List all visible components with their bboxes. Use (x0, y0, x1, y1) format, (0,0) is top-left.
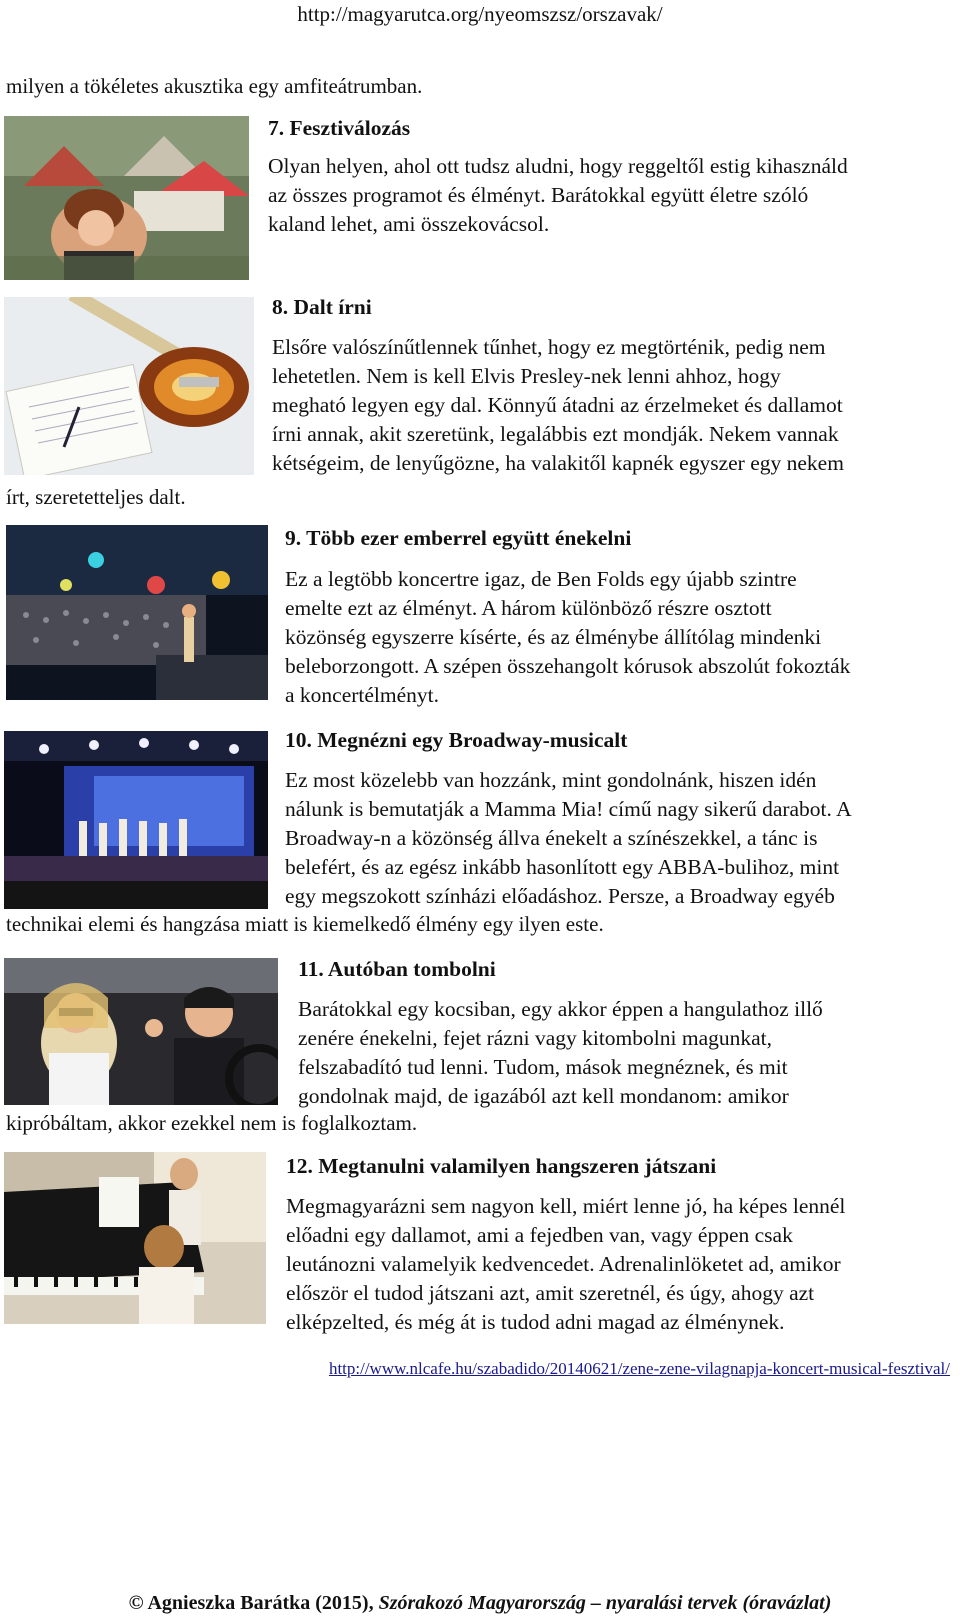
piano-lesson-photo-icon (4, 1152, 266, 1324)
section-11-line: zenére énekelni, fejet rázni vagy kitombolni magunkat, (298, 1026, 773, 1050)
section-11-line: felszabadító tud lenni. Tudom, mások megnéznek, és mit (298, 1055, 788, 1079)
section-9-line: a koncertélményt. (285, 683, 440, 707)
festival-photo-icon (4, 116, 249, 280)
section-8-line: kétségeim, de lenyűgözne, ha valakitől kapnék egyszer egy nekem (272, 451, 844, 475)
section-11-line: gondolnak majd, de igazából azt kell mondanom: amikor (298, 1084, 789, 1108)
section-10-line: belefért, és az egész inkább hasonlított egy ABBA-bulihoz, mint (285, 855, 840, 879)
header-url: http://magyarutca.org/nyeomszsz/orszavak/ (297, 2, 663, 26)
section-10-heading: 10. Megnézni egy Broadway-musicalt (285, 728, 628, 752)
guitar-notebook-photo-icon (4, 297, 254, 475)
section-8-line: írni annak, akit szeretünk, legalábbis ezt mondják. Nekem vannak (272, 422, 839, 446)
section-7-line: kaland lehet, ami összekovácsol. (268, 212, 550, 236)
section-7-line: Olyan helyen, ahol ott tudsz aludni, hogy reggeltől estig kihasználd (268, 154, 848, 178)
section-8-line: Elsőre valószínűtlennek tűnhet, hogy ez megtörténik, pedig nem (272, 335, 826, 359)
section-11-body (298, 995, 953, 1111)
section-12-body (286, 1192, 953, 1337)
section-8-tail: írt, szeretetteljes dalt. (6, 485, 186, 509)
broadway-stage-photo-icon (4, 731, 268, 909)
section-10-line: Broadway-n a közönség állva énekelt a színészekkel, a tánc is (285, 826, 818, 850)
section-8-line: lehetetlen. Nem is kell Elvis Presley-nek lenni ahhoz, hogy (272, 364, 781, 388)
footer-author: © Agnieszka Barátka (2015), (128, 1592, 374, 1614)
section-8-heading: 8. Dalt írni (272, 295, 372, 319)
footer-title: Szórakozó Magyarország – nyaralási tervek (óravázlat) (378, 1592, 832, 1614)
section-11-tail: kipróbáltam, akkor ezekkel nem is foglalkoztam. (6, 1111, 418, 1135)
intro-line: milyen a tökéletes akusztika egy amfiteátrumban. (6, 74, 423, 98)
source-link[interactable]: http://www.nlcafe.hu/szabadido/20140621/zene-zene-vilagnapja-koncert-musical-fesztival/ (328, 1359, 950, 1378)
section-9-body (285, 565, 953, 710)
section-12-line: előadni egy dallamot, ami a fejedben van, vagy éppen csak (286, 1223, 793, 1247)
section-9-line: Ez a legtöbb koncertre igaz, de Ben Folds egy újabb szintre (285, 567, 797, 591)
section-12-heading: 12. Megtanulni valamilyen hangszeren játszani (286, 1154, 717, 1178)
section-12-line: leutánozni valamelyik kedvencedet. Adrenalinlöketet ad, amikor (286, 1252, 841, 1276)
footer-citation (0, 1590, 960, 1616)
section-9-line: közönség egyszerre kísérte, és az élménybe állítólag mindenki (285, 625, 822, 649)
section-10-line: nálunk is bemutatják a Mamma Mia! című nagy sikerű darabot. A (285, 797, 852, 821)
section-11-heading: 11. Autóban tombolni (298, 957, 496, 981)
section-8-line: megható legyen egy dal. Könnyű átadni az érzelmeket és dallamot (272, 393, 843, 417)
section-8-body (272, 333, 953, 478)
section-7-heading: 7. Fesztiválozás (268, 116, 411, 140)
section-9-line: beleborzongott. A szépen összehangolt kórusok abszolút fokozták (285, 654, 851, 678)
section-10-line: egy megszokott színházi előadáshoz. Persze, a Broadway egyéb (285, 884, 835, 908)
section-12-line: először el tudod játszani azt, amit szeretnél, és úgy, ahogy azt (286, 1281, 815, 1305)
section-9-line: emelte ezt az élményt. A három különböző részre osztott (285, 596, 772, 620)
section-7-body (268, 152, 953, 239)
concert-crowd-photo-icon (6, 525, 268, 700)
car-singing-photo-icon (4, 958, 278, 1105)
section-10-body (285, 766, 953, 911)
section-12-line: Megmagyarázni sem nagyon kell, miért lenne jó, ha képes lennél (286, 1194, 846, 1218)
section-7-line: az összes programot és élményt. Barátokkal együtt életre szóló (268, 183, 809, 207)
section-11-line: Barátokkal egy kocsiban, egy akkor éppen a hangulathoz illő (298, 997, 823, 1021)
section-10-tail: technikai elemi és hangzása miatt is kiemelkedő élmény egy ilyen este. (6, 912, 604, 936)
section-9-heading: 9. Több ezer emberrel együtt énekelni (285, 526, 632, 550)
section-10-line: Ez most közelebb van hozzánk, mint gondolnánk, hiszen idén (285, 768, 817, 792)
section-12-line: elképzelted, és még át is tudod adni magad az élménynek. (286, 1310, 785, 1334)
